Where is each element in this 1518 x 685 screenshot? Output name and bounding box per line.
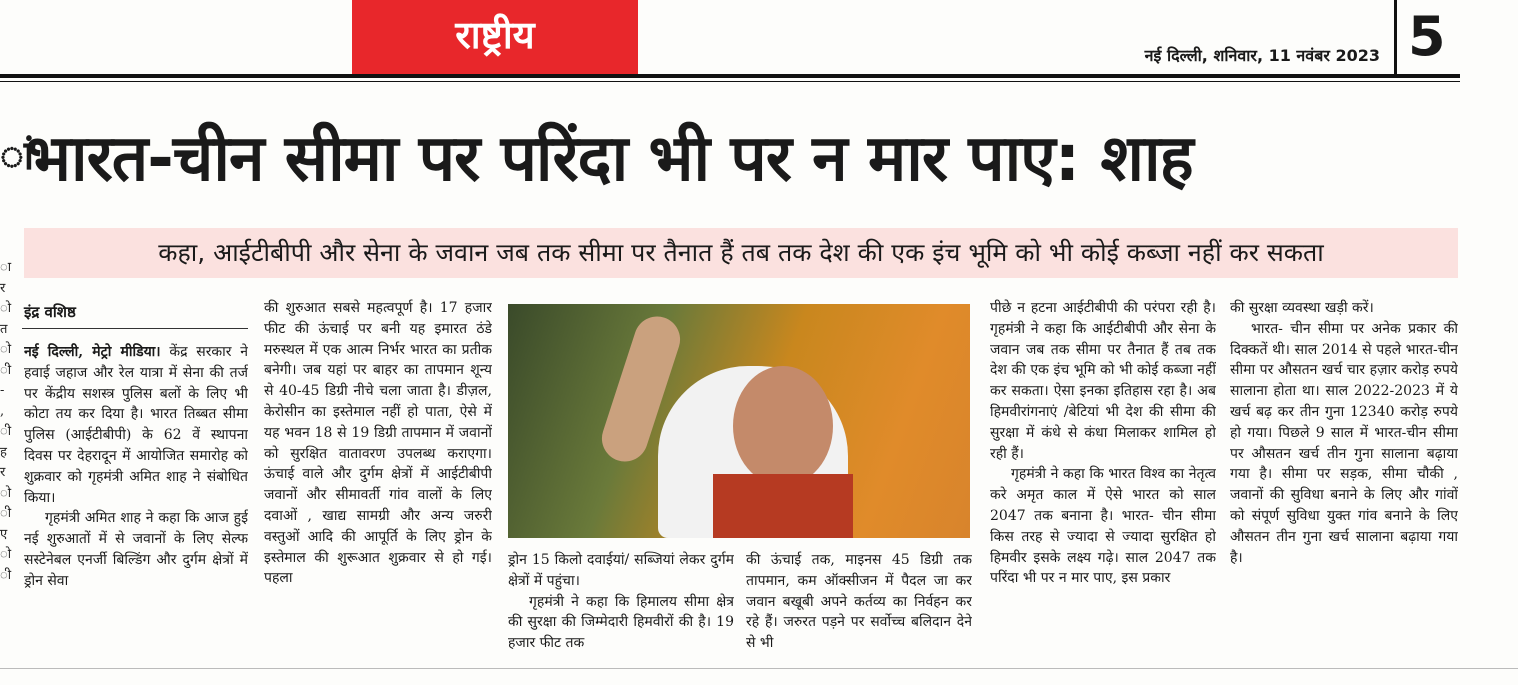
- paragraph: की ऊंचाई तक, माइनस 45 डिग्री तक तापमान, कम ऑक्सीजन में पैदल जा कर जवान बखूबी अपने कर्तव्य का निर्वहन कर रहे हैं। जरुरत पड़ने पर सर्वोच्च बलिदान देने से भी: [746, 552, 972, 652]
- fragment-glyph: ो: [0, 301, 12, 316]
- article-column-3: [508, 550, 734, 666]
- paragraph: ड्रोन 15 किलो दवाईयां/ सब्जियां लेकर दुर्गम क्षेत्रों में पहुंचा।: [508, 552, 734, 589]
- article-photo: [508, 304, 970, 538]
- fragment-glyph: र: [0, 280, 6, 296]
- speaker-head: [733, 366, 833, 486]
- fragment-glyph: ह: [0, 444, 7, 460]
- masthead-divider: [1394, 0, 1397, 74]
- fragment-glyph: ो: [0, 342, 12, 357]
- fragment-glyph: ो: [0, 547, 12, 562]
- fragment-glyph: ी: [0, 506, 12, 521]
- fragment-glyph: ी: [0, 567, 12, 583]
- byline-rule: [22, 328, 248, 329]
- byline: इंद्र वशिष्ठ: [24, 303, 76, 321]
- article-column-6: [1230, 298, 1458, 668]
- deck: कहा, आईटीबीपी और सेना के जवान जब तक सीमा पर तैनात हैं तब तक देश की एक इंच भूमि को भी कोई कब्जा नहीं कर सकता: [24, 228, 1458, 278]
- article-column-1: [24, 342, 248, 666]
- paragraph: की शुरुआत सबसे महत्वपूर्ण है। 17 हजार फीट की ऊंचाई पर बनी यह इमारत ठंडे मरुस्थल में एक आत्म निर्भर भारत का प्रतीक बनेगी। जब यहां पर बाहर का तापमान शून्य से 40-45 डिग्री नीचे चला जाता है। डीज़ल, केरोसीन का इस्तेमाल नहीं हो पाता, ऐसे में यह भवन 18 से 19 डिग्री तापमान में जवानों को सुरक्षित वातावरण उपलब्ध कराएगा। ऊंचाई वाले और दुर्गम क्षेत्रों में आईटीबीपी जवानों और सीमावर्ती गांव वालों के लिए दवाओं , खाद्य सामग्री और अन्य जरुरी वस्तुओं आदि की आपूर्ति के लिए ड्रोन के इस्तेमाल की शुरूआत शुक्रवार से हो गई। पहला: [264, 300, 492, 587]
- page-number: 5: [1408, 5, 1446, 68]
- fragment-glyph: ो: [0, 485, 12, 501]
- fragment-glyph: ए: [0, 526, 8, 542]
- fragment-glyph: ी: [0, 362, 12, 378]
- fragment-glyph: -: [0, 383, 5, 398]
- headline: भारत-चीन सीमा पर परिंदा भी पर न मार पाए: शाह: [26, 122, 1193, 196]
- adjacent-column-fragment: [0, 258, 14, 586]
- adjacent-headline-fragment: ां: [0, 133, 35, 179]
- section-tag: राष्ट्रीय: [352, 0, 638, 76]
- fragment-glyph: ी: [0, 424, 12, 439]
- article-column-4: [746, 550, 972, 666]
- fragment-glyph: ,: [0, 403, 5, 419]
- article-column-5: [990, 298, 1216, 668]
- paragraph: गृहमंत्री अमित शाह ने कहा कि आज हुई नई शुरुआतों में से जवानों के लिए सेल्फ सस्टेनेबल एनर्जी बिल्डिंग और दुर्गम क्षेत्रों में ड्रोन सेवा: [24, 510, 248, 589]
- fragment-glyph: र: [0, 465, 6, 480]
- page-bottom-rule: [0, 668, 1518, 669]
- article-column-2: [264, 298, 492, 668]
- paragraph-text: केंद्र सरकार ने हवाई जहाज और रेल यात्रा में सेना की तर्ज पर केंद्रीय सशस्त्र पुलिस बलों के लिए भी कोटा तय कर दिया है। भारत तिब्बत सीमा पुलिस (आईटीबीपी) के 62 वें स्थापना दिवस पर देहरादून में आयोजित समारोह को शुक्रवार को गृहमंत्री अमित शाह ने संबोधित किया।: [24, 344, 248, 506]
- paragraph: [24, 342, 248, 508]
- dateline-lead: नई दिल्ली, मेट्रो मीडिया।: [24, 344, 161, 360]
- masthead-rule-thin: [0, 81, 1460, 82]
- dateline: नई दिल्ली, शनिवार, 11 नवंबर 2023: [1144, 46, 1380, 65]
- paragraph: गृहमंत्री ने कहा कि हिमालय सीमा क्षेत्र की सुरक्षा की जिम्मेदारी हिमवीरों की है। 19 हजार फीट तक: [508, 593, 734, 652]
- fragment-glyph: त: [0, 321, 8, 337]
- paragraph: पीछे न हटना आईटीबीपी की परंपरा रही है। गृहमंत्री ने कहा कि आईटीबीपी और सेना के जवान जब तक सीमा पर तैनात हैं तब तक देश की एक इंच भूमि को भी कोई कब्जा नहीं कर सकता। ऐसा इनका इतिहास रहा है। अब हिमवीरांगनाएं /बेटियां भी देश की सीमा की सुरक्षा में कंधे से कंधा मिलाकर शामिल हो रही हैं।: [990, 300, 1216, 462]
- masthead-rule: [0, 74, 1460, 78]
- paragraph: की सुरक्षा व्यवस्था खड़ी करें।: [1230, 300, 1374, 316]
- paragraph: गृहमंत्री ने कहा कि भारत विश्व का नेतृत्व करे अमृत काल में ऐसे भारत को साल 2047 तक बनाना है। भारत- चीन सीमा किस तरह से ज्यादा से ज्यादा सुरक्षित हो हिमवीर इसके लक्ष्य गढ़े। साल 2047 तक परिंदा भी पर न मार पाए, इस प्रकार: [990, 466, 1216, 587]
- saffron-stole: [713, 474, 853, 538]
- paragraph: भारत- चीन सीमा पर अनेक प्रकार की दिक्कतें थी। साल 2014 से पहले भारत-चीन सीमा पर औसतन खर्च चार हज़ार करोड़ रुपये सालाना होता था। साल 2022-2023 में ये खर्च बढ़ कर तीन गुना 12340 करोड़ रुपये हो गया। पिछले 9 साल में भारत-चीन सीमा पर औसतन खर्च तीन गुना सालाना बढ़ाया गया है। सीमा पर सड़क, सीमा चौकी , जवानों की सुविधा बनाने के लिए और गांवों को संपूर्ण सुविधा युक्त गांव बनाने के लिए औसतन तीन गुना खर्च सालाना बढ़ाया गया है।: [1230, 320, 1458, 566]
- fragment-glyph: ा: [0, 260, 12, 275]
